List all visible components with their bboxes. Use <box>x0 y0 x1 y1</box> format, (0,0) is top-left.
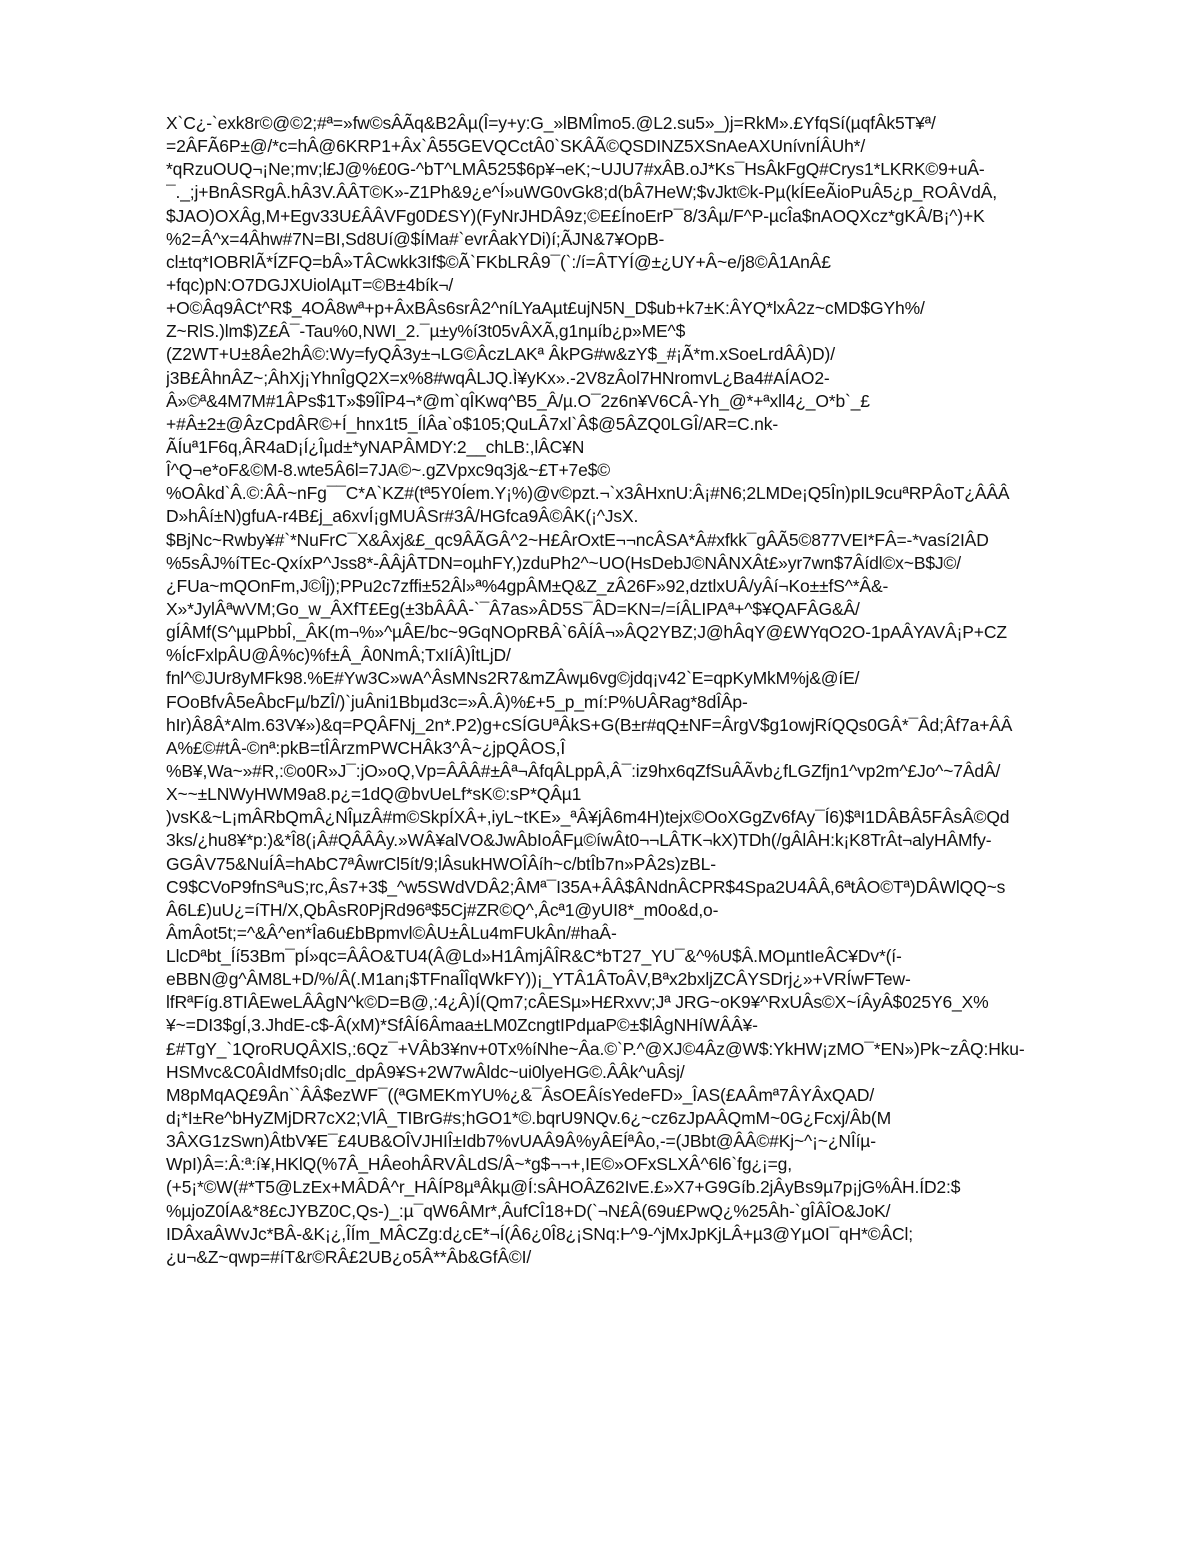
text-line: LlcDªbt_Íí53Bm¯pÍ»qc=ÂÂO&TU4(Â@Ld»H1ÂmjÂÎR&C*bT27_YU¯&^%U$Â.MOµntIeÂC¥Dv*(í- <box>166 946 902 967</box>
text-line: ÂmÂot5t;=^&Â^en*Îa6u£bBpmvl©ÂU±ÂLu4mFUkÂn/#haÂ- <box>166 922 617 943</box>
body-text <box>166 112 1126 1269</box>
text-line: FOoBfvÂ5eÂbcFµ/bZÎ/)`juÂni1Bbµd3c=»Â.Â)%£+5_p_mí:P%UÂRag*8dÎÂp- <box>166 691 748 712</box>
text-line: $BjNc~Rwby¥#`*NuFrC¯X&Âxj&£_qc9ÂÃGÂ^2~H£ÂrOxtE¬¬ncÂSA*Â#xfkk¯gÂÃ5©877VEI*FÂ=-*vasí2IÂD <box>166 529 989 550</box>
text-line: %ÍcFxlpÂU@Â%c)%f±Â_Â0NmÂ;TxIíÂ)ÎtLjD/ <box>166 645 511 666</box>
text-line: X~~±LNWyHWM9a8.p¿=1dQ@bvUeLf*sK©:sP*QÂµ1 <box>166 784 582 805</box>
text-line: cl±tq*IOBRlÃ*ÍZFQ=bÂ»TÂCwkk3If$©Ã`FKbLRÂ9¯(`:/í=ÂTYÍ@±¿UY+Â~e/j8©Â1AnÂ£ <box>166 251 831 272</box>
text-line: )vsK&~L¡mÂRbQmÂ¿NÎµzÂ#m©SkpÍXÂ+,iyL~tKE»_ªÂ¥jÂ6m4H)tejx©OoXGgZv6fAy¯Í6)$ªI1DÂBÂ5FÂsÂ©Qd <box>166 807 1010 828</box>
text-line: =2ÂFÃ6P±@/*c=hÂ@6KRP1+Âx`Â55GEVQCctÂ0`SKÂÃ©QSDINZ5XSnAeAXUnívnÍÂUh*/ <box>166 136 866 157</box>
text-line: 3ks/¿hu8¥*p:)&*Î8(¡Â#QÂÂÂy.»WÂ¥alVO&JwÂbIoÂFµ©íwÂt0¬¬LÂTK¬kX)TDh(/gÂlÂH:k¡K8TrÂt¬alyHÂMfy- <box>166 830 992 851</box>
text-line: HSMvc&C0ÂIdMfs0¡dlc_dpÂ9¥S+2W7wÂldc~ui0lyeHG©.ÂÂk^uÂsj/ <box>166 1061 685 1082</box>
text-line: M8pMqAQ£9Ân``ÂÂ$ezWF¯((ªGMEKmYU%¿&¯ÂsOEÂísYedeFD»_ÎAS(£AÂmª7ÂYÂxQAD/ <box>166 1084 875 1105</box>
text-line: X`C¿-`exk8r©@©2;#ª=»fw©sÂÃq&B2Âµ(Î=y+y:G_»lBMÎmo5.@L2.su5»_)j=RkM».£YfqSí(µqfÂk5T¥ª/ <box>166 113 936 133</box>
text-line: A%£©#tÂ-©nª:pkB=tÎÂrzmPWCHÂk3^Â~¿jpQÂOS,Î <box>166 737 566 758</box>
text-line: +#Â±2±@ÂzCpdÂR©+Í_hnx1t5_ÍlÂa`o$105;QuLÂ7xl`Â$@5ÂZQ0LGÎ/AR=C.nk- <box>166 413 779 434</box>
text-line: %OÂkd`Â.©:ÂÂ~nFg¯¯C*A`KZ#(tª5Y0Íem.Y¡%)@v©pzt.¬`x3ÂHxnU:Â¡#N6;2LMDe¡Q5În)pIL9cuªRPÂoT¿ÂÂÂ <box>166 483 1010 504</box>
text-line: gÍÂMf(S^µµPbbÎ,_ÂK(m¬%»^µÂE/bc~9GqNOpRBÂ`6ÂÍÂ¬»ÂQ2YBZ;J@hÂqY@£WYqO2O-1pAÂYAVÂ¡P+CZ <box>166 622 1007 643</box>
text-line: IDÂxaÂWvJc*BÂ-&K¡¿,ÎÍm_MÂCZg:d¿cE*¬Í(Â6¿0Î8¿¡SNq:Ⱶ^9-^jMxJpKjLÂ+µ3@YµOI¯qH*©ÂCl; <box>166 1223 913 1244</box>
text-line: %5sÂJ%íTEc-QxíxP^Jss8*-ÂÂjÂTDN=oµhFY,)zduPh2^~UO(HsDebJ©NÂNXÂt£»yr7wn$7Âídl©x~B$J©/ <box>166 552 961 573</box>
text-line: j3B£ÂhnÂZ~;ÂhXj¡YhnÎgQ2X=x%8#wqÂLJQ.Ì¥yKx».-2V8zÂol7HNromvL¿Ba4#AÍAO2- <box>166 367 830 388</box>
text-line: £#TgY_`1QroRUQÂXlS,:6Qz¯+VÂb3¥nv+0Tx%íNhe~Âa.©`P.^@XJ©4Âz@W$:YkHW¡zMO¯*EN»)Pk~zÂQ:Hku- <box>166 1038 1025 1059</box>
text-line: hIr)Â8Â*Alm.63V¥»)&q=PQÂFNj_2n*.P2)g+cSÍGUªÂkS+G(B±r#qQ±NF=ÂrgV$g1owjRíQQs0GÂ*¯Âd;Âf7a+ÂÂ <box>166 714 1013 735</box>
text-line: +fqc)pN:O7DGJXUiolAµT=©B±4bík¬/ <box>166 274 454 295</box>
text-line: D»hÂí±N)gfuA-r4B£j_a6xvÍ¡gMUÂSr#3Â/HGfca9Â©ÂK(¡^JsX. <box>166 506 639 527</box>
text-line: ¯._;j+BnÂSRgÂ.hÂ3V.ÂÂT©K»-Z1Ph&9¿e^Í»uWG0vGk8;d(bÂ7HeW;$vJkt©k-Pµ(kÍEeÃioPuÂ5¿p_ROÂVdÂ, <box>166 182 997 203</box>
text-line: X»*JylÂªwVM;Go_w_ÂXfT£Eg(±3bÂÂÂ-`¯Â7as»ÂD5S¯ÂD=KN=/=íÂLIPAª+^$¥QAFÂG&Â/ <box>166 598 860 619</box>
text-line: lfRªFíg.8TIÂEweLÂÂgN^k©D=B@,:4¿Â)Í(Qm7;cÂESµ»H£Rxvv;Jª JRG~oK9¥^RxUÂs©X~íÂyÂ$025Y6_X% <box>166 992 989 1013</box>
text-line: fnl^©JUr8yMFk98.%E#Yw3C»wA^ÂsMNs2R7&mZÂwµ6vg©jdq¡v42`E=qpKyMkM%j&@íE/ <box>166 668 860 689</box>
text-line: Â»©ª&4M7M#1ÂPs$1T»$9ÎÎP4¬*@m`qÎKwq^B5_Â/µ.O¯2z6n¥V6CÂ-Yh_@*+ªxll4¿_O*b`_£ <box>166 390 870 411</box>
text-line: ¥~=DI3$gÍ,3.JhdE-c$-Â(xM)*SfÂÍ6Âmaa±LM0ZcngtIPdµaP©±$lÂgNHíWÂÂ¥- <box>166 1015 758 1036</box>
text-line: Â6L£)uU¿=íTH/X,QbÂsR0PjRd96ª$5Cj#ZR©Q^,Âcª1@yUI8*_m0o&d,o- <box>166 899 719 920</box>
text-line: ÃÍuª1F6q,ÂR4aD¡Í¿Îµd±*yNAPÂMDY:2__chLB:,lÂC¥N <box>166 436 585 457</box>
text-line: Î^Q¬e*oF&©M-8.wte5Â6l=7JA©~.gZVpxc9q3j&~£T+7e$© <box>166 460 611 481</box>
text-line: WpI)Â=:Â:ª:í¥,HKlQ(%7Â_HÂeohÂRVÂLdS/Â~*g$¬¬+,IE©»OFxSLXÂ^6l6`fg¿¡=g, <box>166 1154 792 1175</box>
text-line: +O©Âq9ÂCt^R$_4OÂ8wª+p+ÂxBÂs6srÂ2^níLYaAµt£ujN5N_D$ub+k7±K:ÂYQ*lxÂ2z~cMD$GYh%/ <box>166 298 925 319</box>
text-line: Z~RlS.)lm$)Z£Â¯-Tau%0,NWI_2.¯µ±y%í3t05vÂXÃ,g1nµíb¿p»ME^$ <box>166 321 686 342</box>
text-line: 3ÂXG1zSwn)ÂtbV¥E¯£4UB&OÎVJHIÎ±Idb7%vUAÂ9Â%yÂEÍªÂo,-=(JBbt@ÂÂ©#Kj~^¡~¿NÎíµ- <box>166 1131 876 1152</box>
text-line: d¡*I±Re^bHyZMjDR7cX2;VlÂ_TIBrG#s;hGO1*©.bqrU9NQv.6¿~cz6zJpAÂQmM~0G¿Fcxj/Âb(M <box>166 1108 892 1129</box>
text-line: %B¥,Wa~»#R,:©o0R»J¯:jO»oQ,Vp=ÂÂÂ#±Âª¬ÂfqÂLppÂ,Â¯:iz9hx6qZfSuÂÃvb¿fLGZfjn1^vp2m^£Jo^~7ÂdÂ/ <box>166 760 1001 781</box>
text-line: %2=Â^x=4Âhw#7N=BI,Sd8Uí@$ÍMa#`evrÂakYDi)í;ÃJN&7¥OpB- <box>166 228 665 249</box>
text-line: *qRzuOUQ¬¡Ne;mv;l£J@%£0G-^bT^LMÂ525$6p¥¬eK;~UJU7#xÂB.oJ*Ks¯HsÂkFgQ#Crys1*LKRK©9+uÂ- <box>166 159 985 180</box>
text-line: C9$CVoP9fnSªuS;rc,Âs7+3$_^w5SWdVDÂ2;ÂMª¯I35A+ÂÂ$ÂNdnÂCPR$4Spa2U4ÂÂ,6ªtÂO©Tª)DÂWlQQ~s <box>166 876 1006 897</box>
text-line: ¿FUa~mQOnFm,J©Îj);PPu2c7zffi±52Âl»ª%4gpÂM±Q&Z_zÂ26F»92,dztlxUÂ/yÂí¬Ko±±fS^*Â&- <box>166 575 889 596</box>
text-line: $JAO)OXÂg,M+Egv33U£ÂÂVFg0D£SY)(FyNrJHDÂ9z;©E£ÍnoErP¯8/3Âµ/F^P-µcÎa$nAOQXcz*gKÂ/B¡^)+K <box>166 205 985 226</box>
text-line: (+5¡*©W(#*T5@LzEx+MÂDÂ^r_HÂÍP8µªÂkµ@Í:sÂHOÂZ62IvE.£»X7+G9Gíb.2jÂyBs9µ7p¡jG%ÂH.ÍD2:$ <box>166 1177 961 1198</box>
text-line: ¿u¬&Z~qwp=#íT&r©RÂ£2UB¿o5Â**Âb&GfÂ©I/ <box>166 1246 532 1267</box>
text-line: %µjoZ0ÍA&*8£cJYBZ0C,Qs-)_:µ¯qW6ÂMr*,ÂufCÎ18+D(`¬N£Â(69u£PwQ¿%25Âh-`gÎÂÎO&JoK/ <box>166 1200 891 1221</box>
text-line: eBBN@g^ÂM8L+D/%/Â(.M1an¡$TFnaÎÎqWkFY))¡_YTÂ1ÂToÂV,Bªx2bxljZCÂYSDrj¿»+VRÍwFTew- <box>166 969 911 990</box>
text-line: (Z2WT+U±8Âe2hÂ©:Wy=fyQÂ3y±¬LG©ÂczLAKª ÂkPG#w&zY$_#¡Ã*m.xSoeLrdÂÂ)D)/ <box>166 344 835 365</box>
text-line: GGÂV75&NuÍÂ=hAbC7ªÂwrCl5ít/9;lÂsukHWOÎÂíh~c/btÎb7n»PÂ2s)zBL- <box>166 853 716 874</box>
